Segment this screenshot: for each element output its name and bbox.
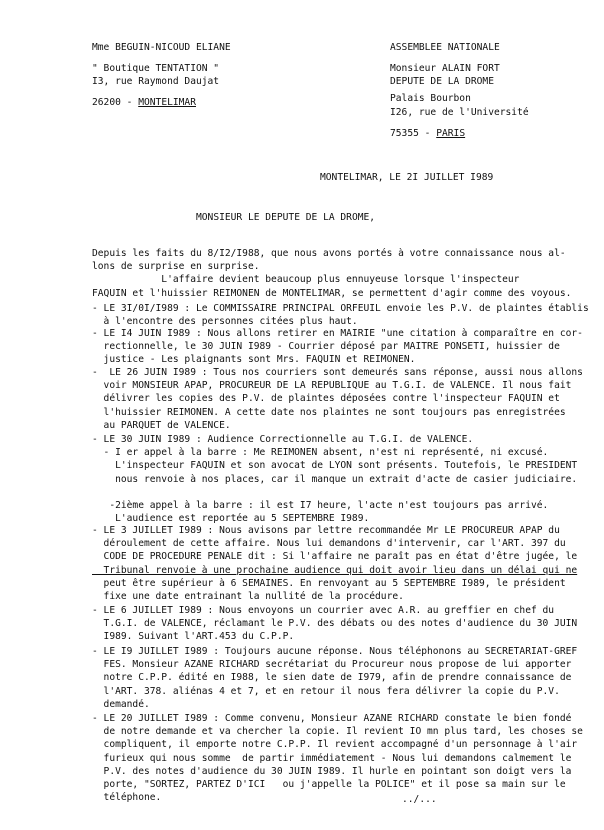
entry-line: L'inspecteur FAQUIN et son avocat de LYON sont présents. Toutefois, le PRESIDENT <box>92 460 578 472</box>
entry-line: justice - Les plaignants sont Mrs. FAQUIN et REIMONEN. <box>92 354 416 366</box>
entry-line: CODE DE PROCEDURE PENALE dit : Si l'affaire ne paraît pas en état d'être jugée, le <box>92 551 578 563</box>
entry-line: peut être supérieur à 6 SEMAINES. En renvoyant au 5 SEPTEMBRE I989, le président <box>92 577 566 589</box>
entry-line: L'audience est reportée au 5 SEPTEMBRE I989. <box>92 513 370 525</box>
entry-line: téléphone. <box>92 792 162 804</box>
entry-line: - LE 6 JUILLET I989 : Nous envoyons un courrier avec A.R. au greffier en chef du <box>92 605 555 616</box>
entry-line: furieux qui nous somme de partir immédiatement - Nous lui demandons calmement le <box>92 752 572 764</box>
entry-line: fixe une date entrainant la nullité de la procédure. <box>92 590 404 602</box>
entry-line: de notre demande et va chercher la copie. Il revient IO mn plus tard, les choses se <box>92 726 583 738</box>
entry-3-juillet <box>92 524 592 603</box>
recipient-org: ASSEMBLEE NATIONALE <box>390 42 500 53</box>
recipient-city: PARIS <box>436 128 466 139</box>
entry-line: déroulement de cette affaire. Nous lui demandons d'intervenir, car l'ART. 397 du <box>92 538 566 550</box>
sender-name: Mme BEGUIN-NICOUD ELIANE <box>92 42 231 53</box>
entry-line: demandé. <box>92 698 150 710</box>
entry-line: - LE 30 JUIN I989 : Audience Correctionnelle au T.G.I. de VALENCE. <box>92 434 474 445</box>
intro-line: FAQUIN et l'huissier REIMONEN de MONTELIMAR, se permettent d'agir comme des voyous. <box>92 287 572 299</box>
entry-line: I989. Suivant l'ART.453 du C.P.P. <box>92 631 295 643</box>
entry-line: -2ième appel à la barre : il est I7 heure, l'acte n'est toujours pas arrivé. <box>92 499 549 511</box>
entry-line: - LE I4 JUIN I989 : Nous allons retirer en MAIRIE "une citation à comparaître en cor- <box>92 328 583 339</box>
sender-street: I3, rue Raymond Daujat <box>92 76 220 87</box>
sender-postcode: 26200 - <box>92 97 139 108</box>
entry-6-juillet <box>92 604 592 644</box>
sender-city-line <box>92 96 196 109</box>
entry-line: porte, "SORTEZ, PARTEZ D'ICI ou j'appelle la POLICE" et il pose sa main sur le <box>92 778 566 790</box>
entry-30-juin <box>92 433 592 525</box>
entry-line: nous renvoie à nos places, car il manque un extrait d'acte de casier judiciaire. <box>92 473 578 485</box>
entry-line: notre C.P.P. édité en I988, le sien date de I979, afin de prendre connaissance de <box>92 672 572 684</box>
entry-line: - I er appel à la barre : Me REIMONEN absent, n'est ni représenté, ni excusé. <box>92 447 549 459</box>
entry-line: - LE 20 JUILLET I989 : Comme convenu, Monsieur AZANE RICHARD constate le bien fondé <box>92 713 572 724</box>
entry-line: - LE 3I/0I/I989 : Le COMMISSAIRE PRINCIPAL ORFEUIL envoie les P.V. de plaintes établis <box>92 303 589 314</box>
entry-line: délivrer les copies des P.V. de plaintes déposées contre l'inspecteur FAQUIN et <box>92 393 560 405</box>
entry-line: compliquent, il emporte notre C.P.P. Il revient accompagné d'un personnage à l'air <box>92 739 578 751</box>
recipient-title: DEPUTE DE LA DROME <box>390 76 494 87</box>
sender-city: MONTELIMAR <box>138 97 196 108</box>
recipient-building: Palais Bourbon <box>390 93 471 104</box>
entry-line: FES. Monsieur AZANE RICHARD secrétariat du Procureur nous propose de lui apporter <box>92 659 572 671</box>
recipient-city-line <box>390 127 465 140</box>
entry-line: T.G.I. de VALENCE, réclamant le P.V. des débats ou des notes d'audience du 30 JUIN <box>92 618 578 630</box>
entry-line: voir MONSIEUR APAP, PROCUREUR DE LA REPUBLIQUE au T.G.I. de VALENCE. Il nous fait <box>92 380 572 392</box>
entry-20-juillet <box>92 712 592 804</box>
continuation-mark: ../... <box>402 794 437 805</box>
intro-paragraph <box>92 247 592 300</box>
entry-line <box>92 486 592 499</box>
entry-line: à l'encontre des personnes citées plus haut. <box>92 316 358 328</box>
entry-line: l'huissier REIMONEN. A cette date nos plaintes ne sont toujours pas enregistrées <box>92 406 566 418</box>
date-line: MONTELIMAR, LE 2I JUILLET I989 <box>320 172 494 183</box>
sender-shop: " Boutique TENTATION " <box>92 63 220 74</box>
entry-line-underlined: Tribunal renvoie à une prochaine audience qui doit avoir lieu dans un délai qui ne <box>92 564 578 576</box>
intro-line: Depuis les faits du 8/I2/I988, que nous avons portés à votre connaissance nous al- <box>92 248 566 259</box>
recipient-postcode: 75355 - <box>390 128 437 139</box>
salutation: MONSIEUR LE DEPUTE DE LA DROME, <box>196 212 376 223</box>
recipient-name: Monsieur ALAIN FORT <box>390 63 500 74</box>
entry-26-juin <box>92 366 592 432</box>
entry-14-juin <box>92 327 592 367</box>
intro-line: lons de surprise en surprise. <box>92 261 260 273</box>
recipient-street: I26, rue de l'Université <box>390 107 529 118</box>
entry-line: - LE 26 JUIN I989 : Tous nos courriers sont demeurés sans réponse, aussi nous allons <box>92 367 583 378</box>
entry-line: - LE 3 JUILLET I989 : Nous avisons par lettre recommandée Mr LE PROCUREUR APAP du <box>92 525 560 536</box>
entry-line: P.V. des notes d'audience du 30 JUIN I989. Il hurle en pointant son doigt vers la <box>92 765 572 777</box>
intro-line: L'affaire devient beaucoup plus ennuyeuse lorsque l'inspecteur <box>92 274 520 286</box>
entry-line: l'ART. 378. aliénas 4 et 7, et en retour il nous fera délivrer la copie du P.V. <box>92 685 560 697</box>
entry-19-juillet <box>92 645 592 711</box>
entry-3i-01 <box>92 302 592 328</box>
entry-line: rectionnelle, le 30 JUIN I989 - Courrier déposé par MAITRE PONSETI, huissier de <box>92 341 560 353</box>
entry-line: - LE I9 JUILLET I989 : Toujours aucune réponse. Nous téléphonons au SECRETARIAT-GREF <box>92 646 578 657</box>
entry-line: au PARQUET de VALENCE. <box>92 419 231 431</box>
